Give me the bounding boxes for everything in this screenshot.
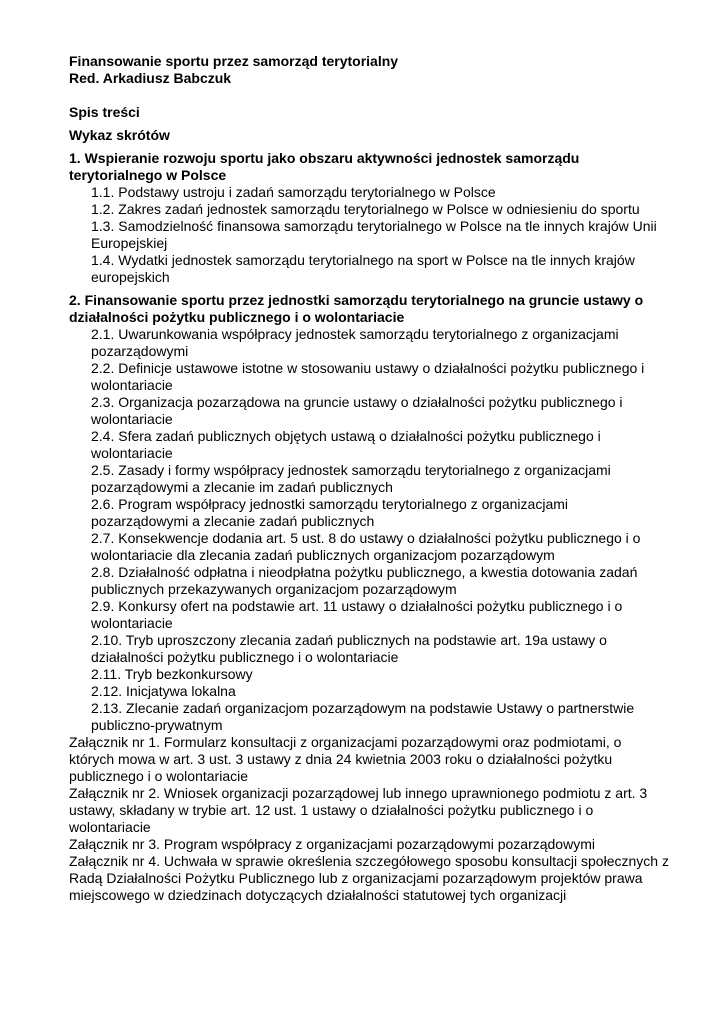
toc-entry: 2.9. Konkursy ofert na podstawie art. 11 ustawy o działalności pożytku publicznego i o wolontariacie (91, 598, 623, 631)
toc-entry: 2.10. Tryb uproszczony zlecania zadań publicznych na podstawie art. 19a ustawy o działalności pożytku publicznego i o wolontariacie (91, 632, 607, 665)
toc-entry: 2.3. Organizacja pozarządowa na gruncie ustawy o działalności pożytku publicznego i wolontariacie (91, 394, 623, 427)
toc-entry: 2.1. Uwarunkowania współpracy jednostek samorządu terytorialnego z organizacjami pozarządowymi (91, 326, 619, 359)
book-editor: Red. Arkadiusz Babczuk (69, 70, 232, 86)
book-title: Finansowanie sportu przez samorząd terytorialny (69, 53, 399, 69)
attachment-entry: Załącznik nr 2. Wniosek organizacji pozarządowej lub innego uprawnionego podmiotu z art. 3 ustawy, składany w trybie art. 12 ust. 1 ustawy o działalności pożytku publicznego i o wolontariacie (69, 785, 648, 835)
toc-entry: 2.4. Sfera zadań publicznych objętych ustawą o działalności pożytku publicznego i wolontariacie (91, 428, 601, 461)
toc-entry: 2.11. Tryb bezkonkursowy (91, 666, 253, 682)
toc-entry: 1.4. Wydatki jednostek samorządu terytorialnego na sport w Polsce na tle innych krajów europejskich (91, 252, 635, 285)
chapter-2-title: 2. Finansowanie sportu przez jednostki samorządu terytorialnego na gruncie ustawy o działalności pożytku publicznego i o wolontariacie (69, 292, 644, 325)
toc-title: Spis treści (69, 104, 140, 120)
document-page (69, 53, 669, 904)
toc-entry: 2.7. Konsekwencje dodania art. 5 ust. 8 do ustawy o działalności pożytku publicznego i o wolontariacie dla zlecania zadań publicznych organizacjom pozarządowym (91, 530, 641, 563)
chapter-1-sections (69, 184, 669, 286)
toc-entry: 2.5. Zasady i formy współpracy jednostek samorządu terytorialnego z organizacjami pozarządowymi a zlecanie im zadań publicznych (91, 462, 611, 495)
toc-entry: 2.13. Zlecanie zadań organizacjom pozarządowym na podstawie Ustawy o partnerstwie publiczno-prywatnym (91, 700, 635, 733)
attachments-list (69, 734, 669, 904)
document-header (69, 53, 669, 87)
attachment-entry: Załącznik nr 4. Uchwała w sprawie określenia szczegółowego sposobu konsultacji społecznych z Radą Działalności Pożytku Publicznego lub z organizacjami pozarządowym projektów prawa miejscowego w dziedzinach dotyczących działalności statutowej tych organizacji (69, 853, 669, 903)
toc-entry: 2.8. Działalność odpłatna i nieodpłatna pożytku publicznego, a kwestia dotowania zadań publicznych przekazywanych organizacjom pozarządowym (91, 564, 638, 597)
toc-entry: 1.3. Samodzielność finansowa samorządu terytorialnego w Polsce na tle innych krajów Unii Europejskiej (91, 218, 657, 251)
attachment-entry: Załącznik nr 3. Program współpracy z organizacjami pozarządowymi pozarządowymi (69, 836, 595, 852)
attachment-entry: Załącznik nr 1. Formularz konsultacji z organizacjami pozarządowymi oraz podmiotami, o których mowa w art. 3 ust. 3 ustawy z dnia 24 kwietnia 2003 roku o działalności pożytku publicznego i o wolontariacie (69, 734, 622, 784)
toc-entry: 1.1. Podstawy ustroju i zadań samorządu terytorialnego w Polsce (91, 184, 496, 200)
chapter-1-title: 1. Wspieranie rozwoju sportu jako obszaru aktywności jednostek samorządu terytorialnego w Polsce (69, 150, 580, 183)
toc-entry: 1.2. Zakres zadań jednostek samorządu terytorialnego w Polsce w odniesieniu do sportu (91, 201, 640, 217)
toc-entry: 2.6. Program współpracy jednostki samorządu terytorialnego z organizacjami pozarządowymi a zlecanie zadań publicznych (91, 496, 568, 529)
toc-entry: 2.2. Definicje ustawowe istotne w stosowaniu ustawy o działalności pożytku publicznego i wolontariacie (91, 360, 645, 393)
abbreviations-heading: Wykaz skrótów (69, 127, 170, 143)
toc-entry: 2.12. Inicjatywa lokalna (91, 683, 236, 699)
chapter-2-sections (69, 326, 669, 734)
